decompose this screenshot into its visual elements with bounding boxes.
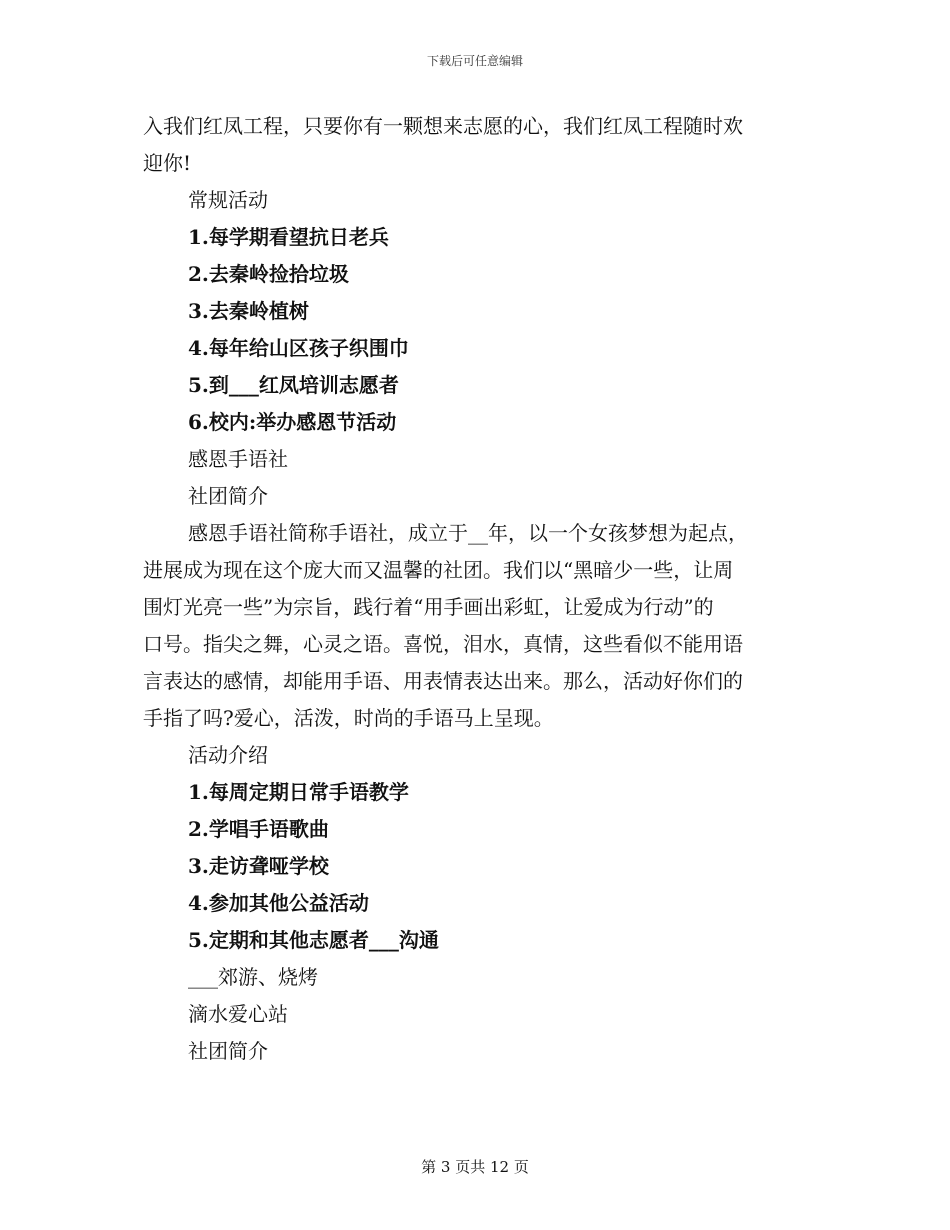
text-line: 4.参加其他公益活动 — [188, 891, 369, 915]
page-header: 下载后可任意编辑 — [426, 54, 523, 68]
text-line: 5.定期和其他志愿者___沟通 — [188, 928, 439, 952]
text-line: 5.到___红凤培训志愿者 — [188, 373, 399, 397]
text-line: 1.每学期看望抗日老兵 — [188, 225, 389, 249]
text-line: 3.走访聋哑学校 — [188, 854, 329, 878]
text-line: 入我们红凤工程，只要你有一颗想来志愿的心，我们红凤工程随时欢 — [143, 114, 743, 138]
page-footer: 第 3 页共 12 页 — [421, 1158, 529, 1176]
text-line: 迎你! — [143, 151, 192, 175]
text-line: 感恩手语社简称手语社，成立于__年，以一个女孩梦想为起点， — [188, 521, 748, 545]
text-line: 2.去秦岭捡拾垃圾 — [188, 262, 349, 286]
text-line: 口号。指尖之舞，心灵之语。喜悦，泪水，真情，这些看似不能用语 — [143, 632, 743, 656]
text-line: 3.去秦岭植树 — [188, 299, 309, 323]
text-line: 4.每年给山区孩子织围巾 — [188, 336, 409, 360]
text-line: 活动介绍 — [188, 743, 268, 767]
text-line: 社团简介 — [188, 1039, 268, 1063]
text-line: 手指了吗?爱心，活泼，时尚的手语马上呈现。 — [143, 706, 554, 730]
text-line: 1.每周定期日常手语教学 — [188, 780, 409, 804]
text-line: 言表达的感情，却能用手语、用表情表达出来。那么，活动好你们的 — [143, 669, 743, 693]
text-line: 社团简介 — [188, 484, 268, 508]
text-line: 2.学唱手语歌曲 — [188, 817, 329, 841]
text-line: 常规活动 — [188, 188, 268, 212]
text-line: 6.校内:举办感恩节活动 — [188, 410, 397, 434]
text-line: 进展成为现在这个庞大而又温馨的社团。我们以“黑暗少一些，让周 — [143, 558, 734, 582]
text-line: 围灯光亮一些”为宗旨，践行着“用手画出彩虹，让爱成为行动”的 — [143, 595, 714, 619]
text-line: ___郊游、烧烤 — [188, 965, 318, 989]
text-line: 滴水爱心站 — [188, 1002, 288, 1026]
text-line: 感恩手语社 — [188, 447, 288, 471]
document-body — [143, 108, 808, 1070]
